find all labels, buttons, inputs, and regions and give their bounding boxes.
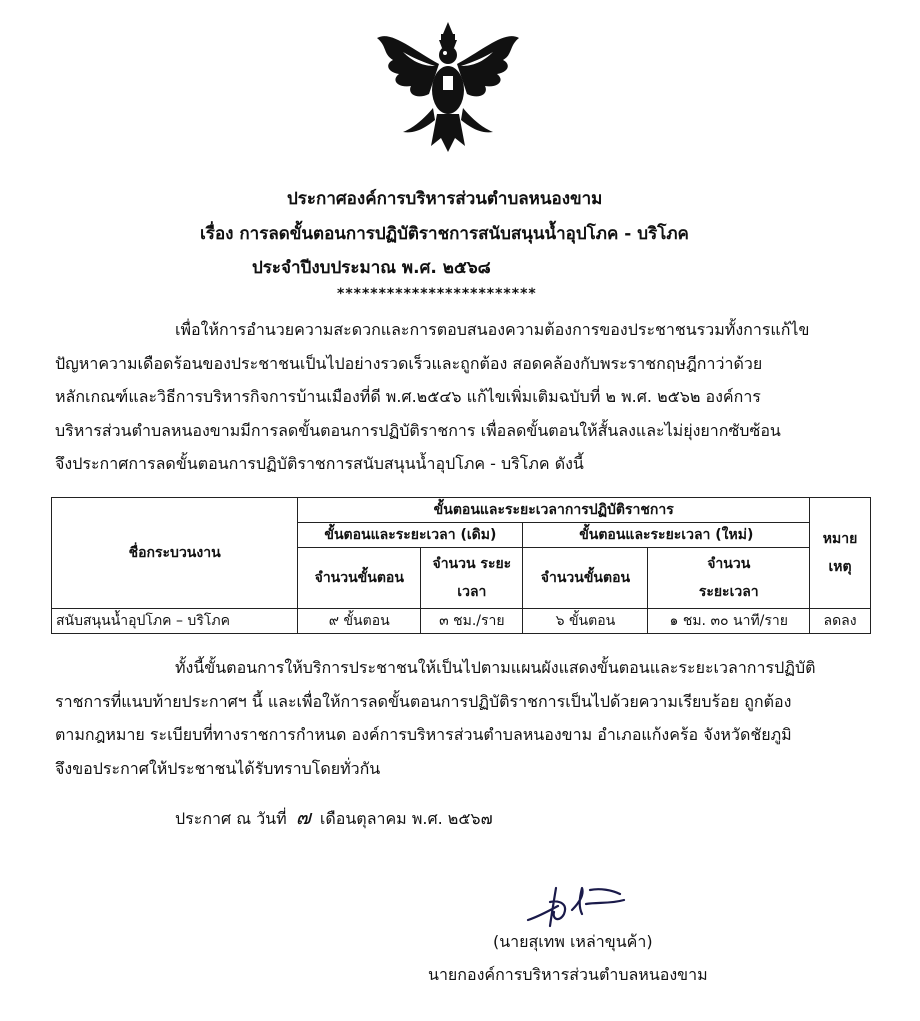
intro-line: หลักเกณฑ์และวิธีการบริหารกิจการบ้านเมืองที่ดี พ.ศ.๒๕๔๖ แก้ไขเพิ่มเติมฉบับที่ ๒ พ.ศ. ๒๕๖๒ องค์การ [55, 387, 761, 406]
header-new-time: จำนวน ระยะเวลา [648, 548, 810, 609]
procedure-table [51, 497, 871, 634]
closing-line: จึงขอประกาศให้ประชาชนได้รับทราบโดยทั่วกัน [55, 758, 381, 778]
header-remark: หมาย เหตุ [810, 498, 871, 609]
garuda-emblem [373, 20, 523, 155]
fiscal-year: ประจำปีงบประมาณ พ.ศ. ๒๕๖๘ [252, 258, 491, 278]
intro-line: เพื่อให้การอำนวยความสะดวกและการตอบสนองความต้องการของประชาชนรวมทั้งการแก้ไข [175, 320, 810, 339]
intro-paragraph [55, 313, 867, 481]
table-header-row [52, 498, 871, 523]
cell-new-time: ๑ ชม. ๓๐ นาที/ราย [648, 609, 810, 634]
intro-line: ปัญหาความเดือดร้อนของประชาชนเป็นไปอย่างรวดเร็วและถูกต้อง สอดคล้องกับพระราชกฤษฎีกาว่าด้วย [55, 353, 763, 373]
cell-old-time: ๓ ชม./ราย [421, 609, 523, 634]
date-suffix: เดือนตุลาคม พ.ศ. ๒๕๖๗ [319, 809, 493, 828]
closing-line: ราชการที่แนบท้ายประกาศฯ นี้ และเพื่อให้การลดขั้นตอนการปฏิบัติราชการเป็นไปด้วยความเรียบร้อย ถูกต้อง [55, 691, 792, 711]
date-prefix: ประกาศ ณ วันที่ [175, 809, 287, 828]
header-old-steps: จำนวนขั้นตอน [298, 548, 421, 609]
header-steps-and-time: ขั้นตอนและระยะเวลาการปฏิบัติราชการ [298, 498, 810, 523]
closing-paragraph [55, 651, 867, 785]
header-new: ขั้นตอนและระยะเวลา (ใหม่) [523, 523, 810, 548]
header-process-name: ชื่อกระบวนงาน [52, 498, 298, 609]
cell-remark: ลดลง [810, 609, 871, 634]
announcement-subject: เรื่อง การลดขั้นตอนการปฏิบัติราชการสนับสนุนน้ำอุปโภค - บริโภค [200, 224, 689, 244]
separator-stars: ************************ [337, 286, 537, 302]
closing-line: ตามกฎหมาย ระเบียบที่ทางราชการกำหนด องค์การบริหารส่วนตำบลหนองขาม อำเภอแก้งคร้อ จังหวัดชัยภูมิ [55, 725, 792, 744]
intro-line: จึงประกาศการลดขั้นตอนการปฏิบัติราชการสนับสนุนน้ำอุปโภค - บริโภค ดังนี้ [55, 454, 584, 473]
signer-title: นายกองค์การบริหารส่วนตำบลหนองขาม [428, 965, 708, 984]
cell-old-steps: ๙ ขั้นตอน [298, 609, 421, 634]
header-old: ขั้นตอนและระยะเวลา (เดิม) [298, 523, 523, 548]
header-old-time: จำนวน ระยะเวลา [421, 548, 523, 609]
header-new-steps: จำนวนขั้นตอน [523, 548, 648, 609]
signer-name: (นายสุเทพ เหล่าขุนค้า) [493, 932, 653, 951]
announcement-date [175, 801, 493, 833]
cell-new-steps: ๖ ขั้นตอน [523, 609, 648, 634]
cell-process: สนับสนุนน้ำอุปโภค – บริโภค [52, 609, 298, 634]
intro-line: บริหารส่วนตำบลหนองขามมีการลดขั้นตอนการปฏิบัติราชการ เพื่อลดขั้นตอนให้สั้นลงและไม่ยุ่งยากซับซ้อน [55, 420, 781, 440]
table-row [52, 609, 871, 634]
closing-line: ทั้งนี้ขั้นตอนการให้บริการประชาชนให้เป็นไปตามแผนผังแสดงขั้นตอนและระยะเวลาการปฏิบัติ [175, 658, 816, 677]
announcement-title: ประกาศองค์การบริหารส่วนตำบลหนองขาม [287, 189, 603, 209]
date-day: ๗ [295, 805, 311, 829]
signature-mark [520, 880, 640, 930]
